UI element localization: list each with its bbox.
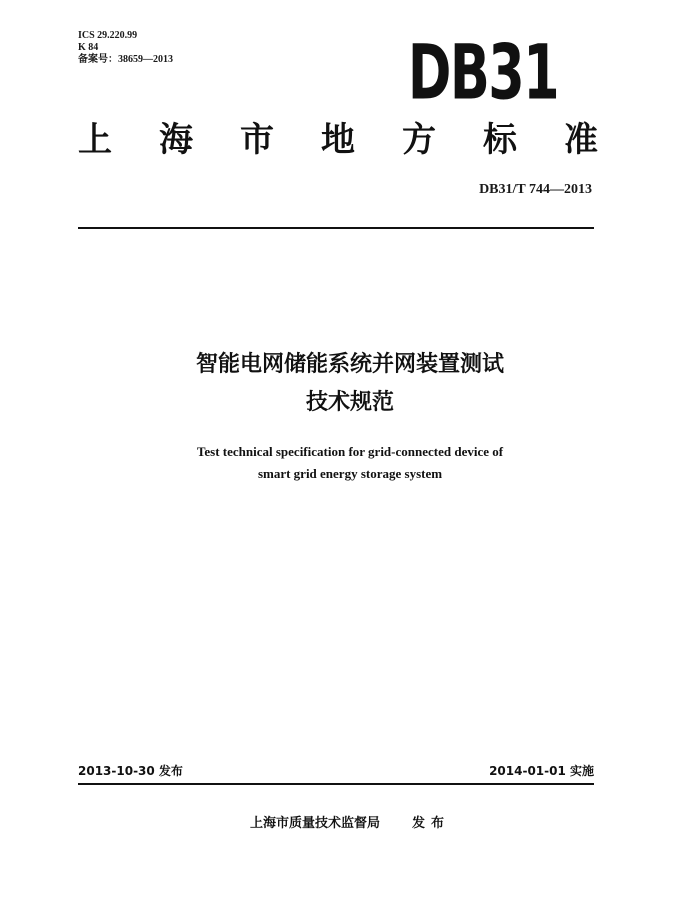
issue-date: 2013-10-30 发布: [78, 764, 183, 778]
title-zh-line2: 技术规范: [305, 390, 394, 415]
implement-date: 2014-01-01 实施: [489, 764, 594, 778]
title-zh-line1: 智能电网储能系统并网装置测试: [195, 352, 504, 377]
publisher-line: [0, 812, 700, 831]
standard-type-char: 海: [159, 120, 193, 160]
title-en-line1: Test technical specification for grid-connected device of: [196, 444, 504, 459]
publisher-action: 发布: [412, 816, 451, 831]
standard-code: DB31/T 744—2013: [479, 182, 592, 197]
standard-type-char: 标: [483, 120, 517, 160]
title-en-line2: smart grid energy storage system: [257, 466, 443, 481]
standard-metadata: [78, 30, 173, 66]
db31-logo: DB31: [407, 30, 558, 118]
standard-type-title: [78, 118, 598, 162]
category-code: K 84: [78, 42, 99, 53]
standard-type-char: 准: [564, 120, 598, 160]
publisher-name: 上海市质量技术监督局: [249, 816, 380, 831]
top-divider: [78, 227, 594, 229]
standard-type-char: 地: [321, 120, 355, 160]
ics-code: ICS 29.220.99: [78, 30, 138, 41]
bottom-divider: [78, 783, 594, 785]
standard-type-char: 上: [78, 120, 112, 160]
standard-type-char: 市: [240, 120, 274, 160]
standard-type-char: 方: [402, 120, 436, 160]
filing-number: 备案号：38659—2013: [78, 54, 173, 65]
